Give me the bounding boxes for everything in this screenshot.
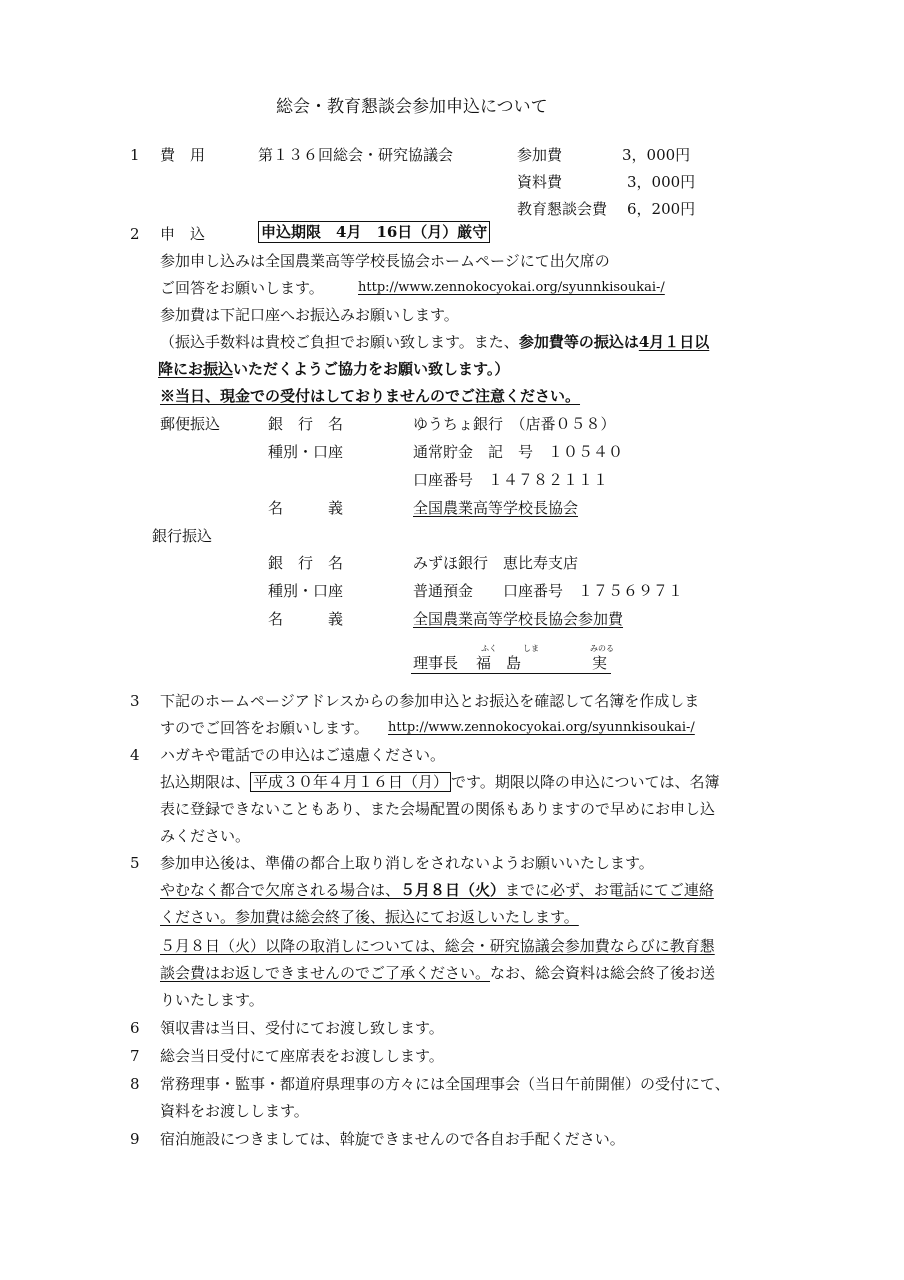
text-line: 下記のホームページアドレスからの参加申込とお振込を確認して名簿を作成しま xyxy=(160,692,700,710)
text-emphasis: 4月１日以 xyxy=(638,333,710,351)
text-line: 表に登録できないこともあり、また会場配置の関係もありますので早めにお申し込 xyxy=(160,800,716,818)
chair-title: 理事長 xyxy=(413,654,459,672)
text-fragment: やむなく都合で欠席される場合は、 xyxy=(160,881,401,899)
text-line: 参加申込後は、準備の都合上取り消しをされないようお願いいたします。 xyxy=(160,854,654,872)
text-line: ５月８日（火）以降の取消しについては、総会・研究協議会参加費ならびに教育懇 xyxy=(160,937,715,955)
section-2-number: 2 xyxy=(130,225,140,243)
text-fragment: なお、総会資料は総会終了後お送 xyxy=(490,964,716,982)
text-line: りいたします。 xyxy=(160,991,264,1009)
bank-name: みずほ銀行 恵比寿支店 xyxy=(413,554,579,572)
text-emphasis: 参加費等の振込は xyxy=(518,333,639,351)
page-title: 総会・教育懇談会参加申込について xyxy=(276,97,548,117)
bank-name-label: 銀 行 名 xyxy=(268,554,344,572)
account-number: 口座番号 １４７８２１１１ xyxy=(413,471,609,489)
text-line: ハガキや電話での申込はご遠慮ください。 xyxy=(160,746,446,764)
section-8-number: 8 xyxy=(130,1075,140,1093)
ruby-text: しま xyxy=(523,644,539,653)
event-name: 第１３６回総会・研究協議会 xyxy=(258,146,454,164)
section-9-number: 9 xyxy=(130,1130,140,1148)
fee-name: 参加費 xyxy=(517,146,563,164)
deadline-box: 申込期限 4月 16日（月）厳守 xyxy=(258,221,490,243)
account-holder: 全国農業高等学校長協会 xyxy=(413,499,579,517)
fee-amount: 6，200円 xyxy=(627,200,696,218)
signature-underline xyxy=(411,673,611,674)
text-line: 領収書は当日、受付にてお渡し致します。 xyxy=(160,1019,444,1037)
bank-name-label: 銀 行 名 xyxy=(268,415,344,433)
bank-transfer-label: 銀行振込 xyxy=(152,527,213,545)
account-type: 通常貯金 記 号 １０５４０ xyxy=(413,443,624,461)
text-emphasis: 降にお振込 xyxy=(158,360,234,378)
postal-label: 郵便振込 xyxy=(160,415,221,433)
text-line: 常務理事・監事・都道府県理事の方々には全国理事会（当日午前開催）の受付にて、 xyxy=(160,1075,730,1093)
section-3-number: 3 xyxy=(130,692,140,710)
homepage-link[interactable]: http://www.zennokocyokai.org/syunnkisoukai-/ xyxy=(358,280,665,295)
section-1-label: 費 用 xyxy=(160,146,206,164)
account-holder-label: 名 義 xyxy=(268,610,344,628)
text-line: ご回答をお願いします。 xyxy=(160,279,324,297)
text-line: ください。参加費は総会終了後、振込にてお返しいたします。 xyxy=(160,908,579,926)
chair-family-name: 福 島 xyxy=(476,654,522,672)
text-emphasis: いただくようご協力をお願い致します。） xyxy=(233,360,510,378)
text-fragment: までに必ず、お電話にてご連絡 xyxy=(505,881,714,899)
text-line: 参加費は下記口座へお振込みお願いします。 xyxy=(160,306,459,324)
bank-name: ゆうちょ銀行 （店番０５８） xyxy=(413,415,616,433)
section-4-number: 4 xyxy=(130,746,140,764)
ruby-text: みのる xyxy=(590,644,614,653)
text-fragment: 払込期限は、 xyxy=(160,773,251,791)
text-line xyxy=(160,772,720,792)
text-line xyxy=(160,880,714,900)
text-fragment: （振込手数料は貴校ご負担でお願い致します。また、 xyxy=(160,333,519,351)
text-line xyxy=(160,332,709,352)
fee-name: 資料費 xyxy=(517,173,563,191)
payment-deadline-box: 平成３０年４月１６日（月） xyxy=(250,772,451,792)
section-2-label: 申 込 xyxy=(160,225,206,243)
text-line: みください。 xyxy=(160,827,251,845)
text-line xyxy=(158,359,509,379)
account-type-label: 種別・口座 xyxy=(268,443,344,461)
section-1-number: 1 xyxy=(130,146,140,164)
fee-name: 教育懇談会費 xyxy=(517,200,608,218)
text-line: 宿泊施設につきましては、斡旋できませんので各自お手配ください。 xyxy=(160,1130,625,1148)
chair-given-name: 実 xyxy=(592,654,608,672)
ruby-text: ふく xyxy=(481,644,497,653)
text-emphasis: ５月８日（火） xyxy=(400,881,506,899)
homepage-link[interactable]: http://www.zennokocyokai.org/syunnkisoukai-/ xyxy=(388,720,695,735)
text-line: 資料をお渡しします。 xyxy=(160,1102,309,1120)
text-fragment: です。期限以降の申込については、名簿 xyxy=(451,773,720,791)
fee-amount: 3，000円 xyxy=(622,146,691,164)
section-5-number: 5 xyxy=(130,854,140,872)
account-holder-label: 名 義 xyxy=(268,499,344,517)
section-7-number: 7 xyxy=(130,1047,140,1065)
text-fragment: 談会費はお返しできませんのでご了承ください。 xyxy=(160,964,491,982)
text-line: 参加申し込みは全国農業高等学校長協会ホームページにて出欠席の xyxy=(160,252,610,270)
account-type: 普通預金 口座番号 １７５６９７１ xyxy=(413,582,684,600)
text-line: 総会当日受付にて座席表をお渡しします。 xyxy=(160,1047,444,1065)
text-line xyxy=(160,963,715,983)
fee-amount: 3，000円 xyxy=(627,173,696,191)
account-holder: 全国農業高等学校長協会参加費 xyxy=(413,610,624,628)
account-type-label: 種別・口座 xyxy=(268,582,344,600)
cash-notice: ※当日、現金での受付はしておりませんのでご注意ください。 xyxy=(160,387,581,405)
text-line: すのでご回答をお願いします。 xyxy=(160,719,369,737)
section-6-number: 6 xyxy=(130,1019,140,1037)
